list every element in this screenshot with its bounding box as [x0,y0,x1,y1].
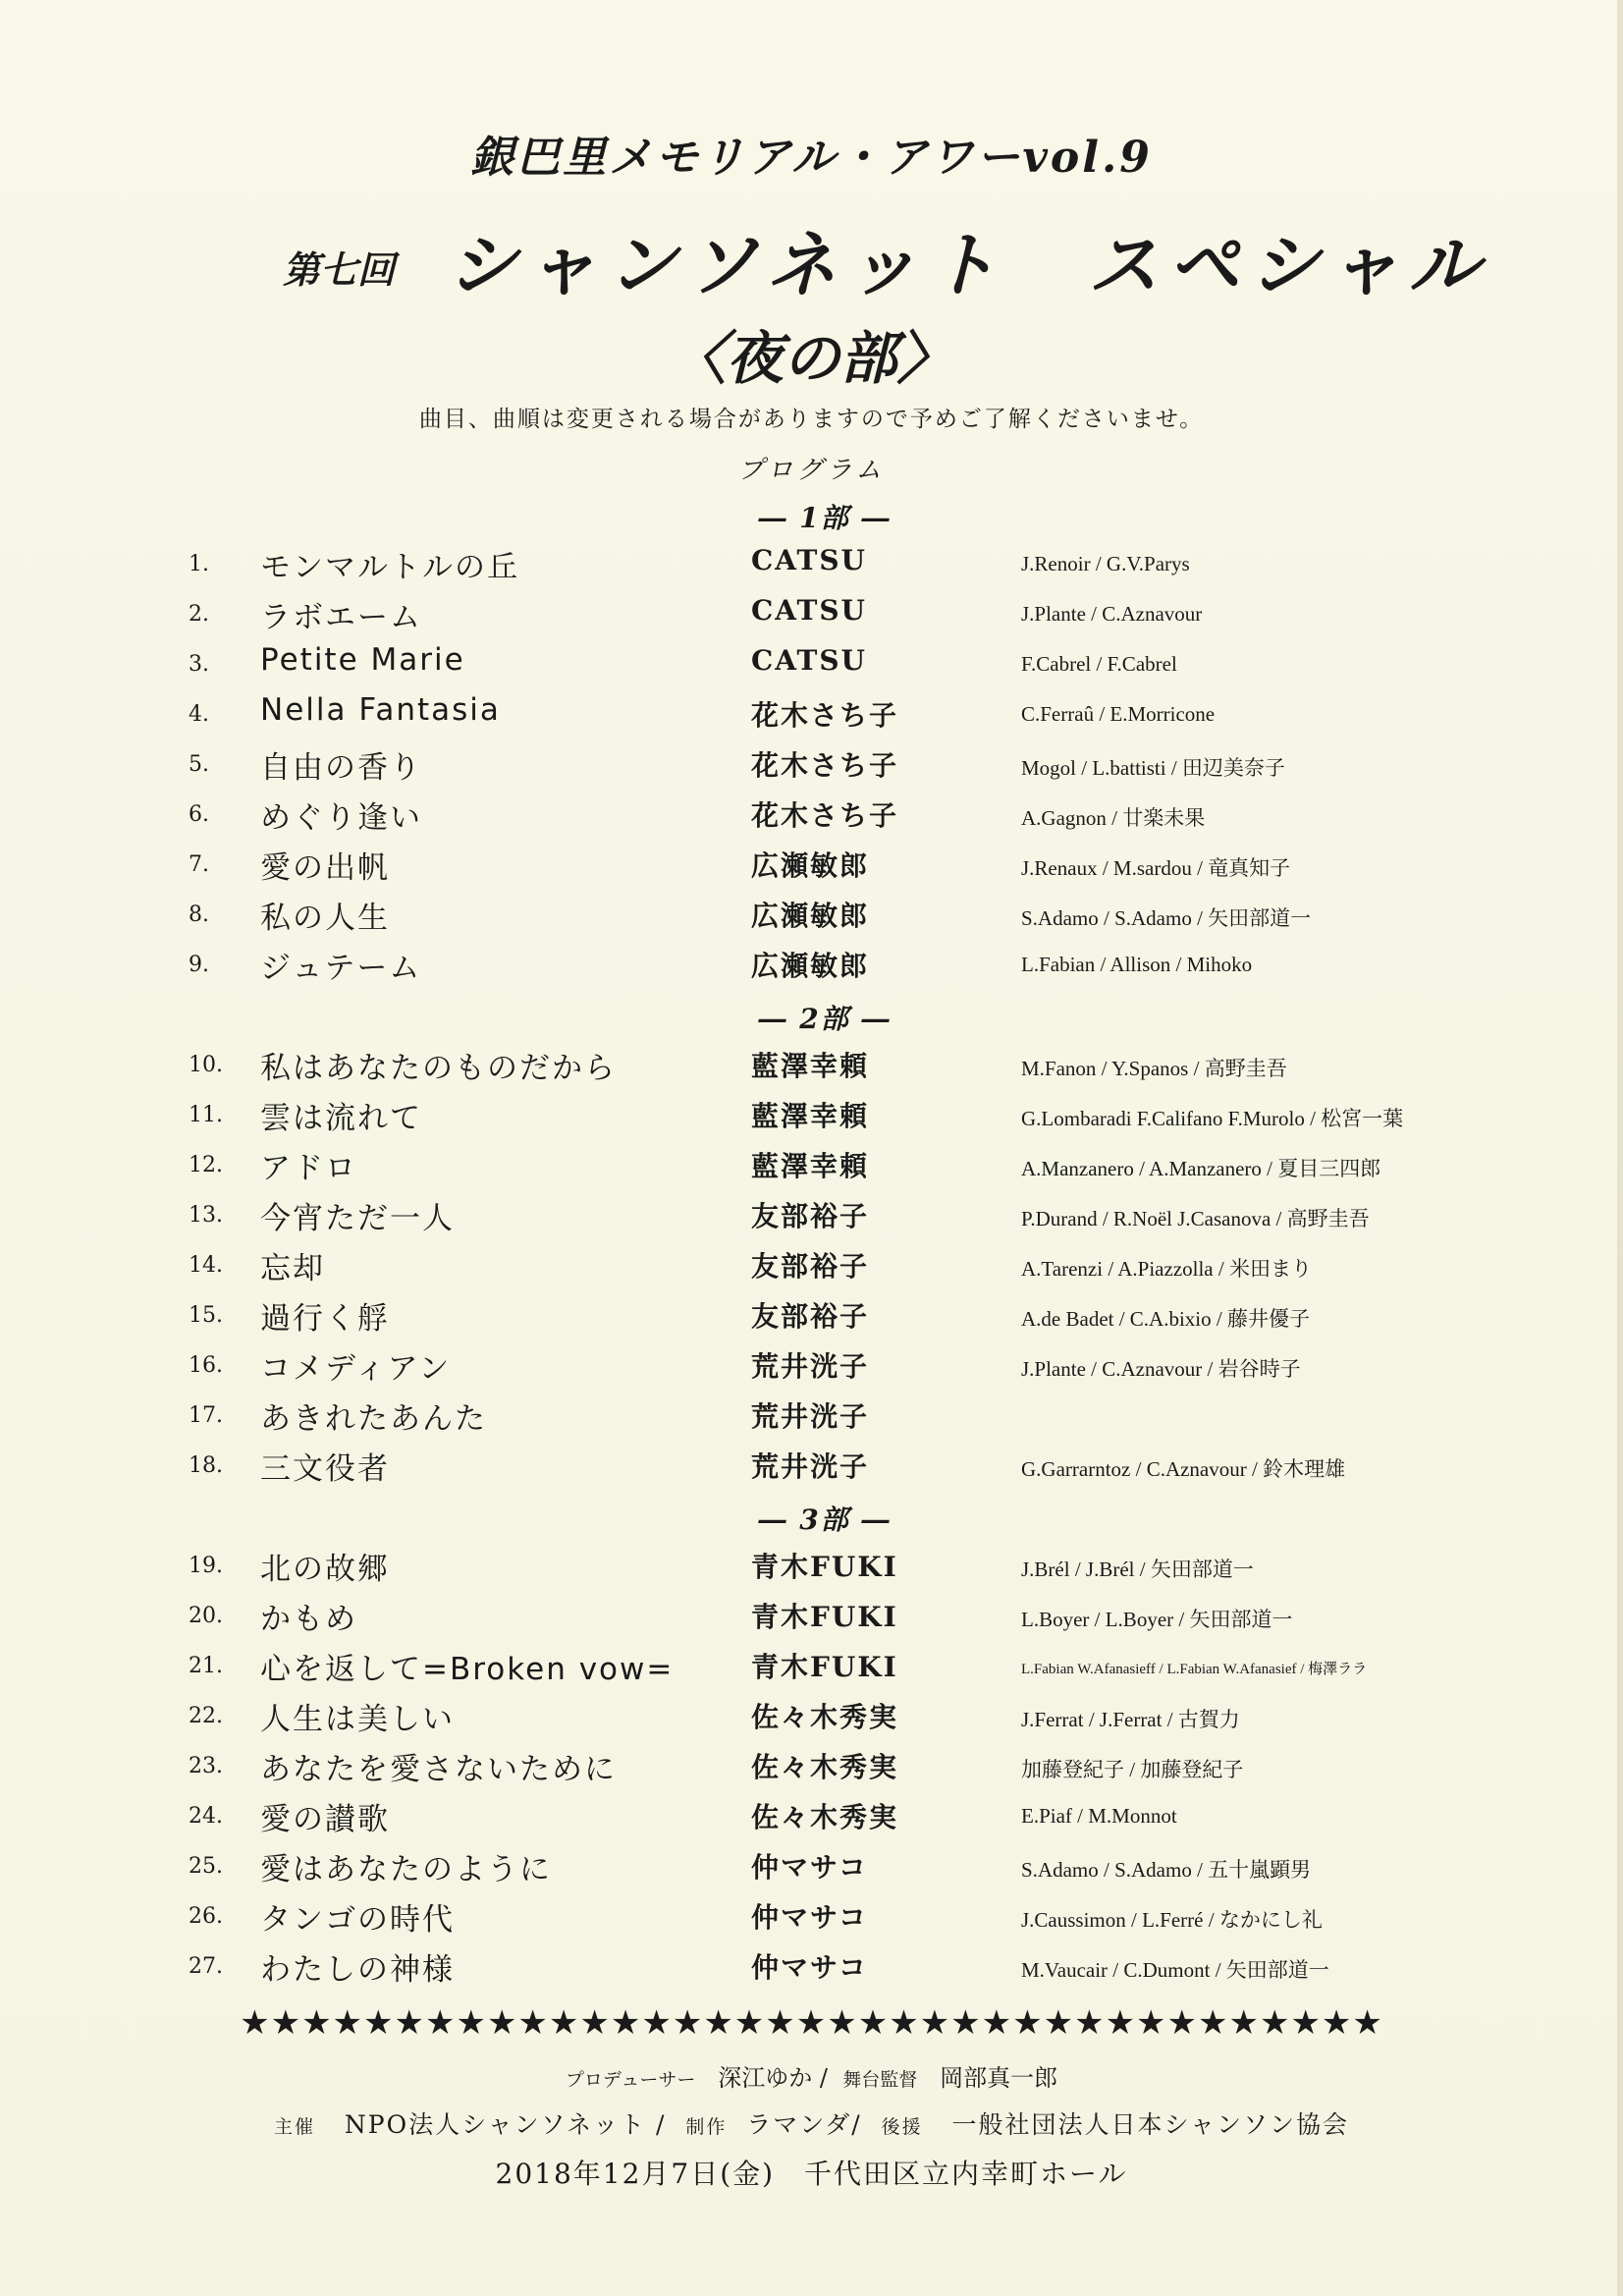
song-title: 私はあなたのものだから [260,1051,617,1086]
singer-name: 青木FUKI [751,1551,898,1583]
song-credit: E.Piaf / M.Monnot [1021,1804,1177,1828]
song-credit: A.Tarenzi / A.Piazzolla / 米田まり [1021,1257,1312,1281]
date-venue: 2018年12月7日(金) 千代田区立内幸町ホール [495,2158,1128,2190]
song-credit: F.Cabrel / F.Cabrel [1021,652,1177,676]
song-credit: M.Fanon / Y.Spanos / 高野圭吾 [1021,1057,1287,1080]
program-row [0,893,1623,938]
song-title: ジュテーム [260,951,422,986]
production-name: ラマンダ [746,2110,852,2139]
item-number: 10. [189,1053,223,1077]
program-label: プログラム [737,456,886,485]
song-credit: G.Garrarntoz / C.Aznavour / 鈴木理雄 [1021,1457,1346,1481]
item-number: 4. [189,702,209,727]
program-row [0,592,1623,637]
song-credit: A.Gagnon / 廿楽未果 [1021,806,1206,830]
song-credit: G.Lombaradi F.Califano F.Murolo / 松宮一葉 [1021,1107,1404,1130]
item-number: 9. [189,953,209,977]
event-title: シャンソネット スペシャル [447,223,1489,306]
singer-name: 友部裕子 [751,1300,870,1333]
program-row [0,1594,1623,1639]
singer-name: 花木さち子 [751,699,899,732]
director-name: 岡部真一郎 [940,2064,1058,2092]
song-title: かもめ [260,1602,357,1637]
item-number: 16. [189,1353,223,1378]
item-number: 21. [189,1654,223,1678]
item-number: 8. [189,902,209,927]
song-credit: J.Caussimon / L.Ferré / なかにし礼 [1021,1908,1323,1932]
song-title: 今宵ただ一人 [260,1201,455,1236]
song-title: わたしの神様 [260,1952,455,1988]
song-title: 自由の香り [260,750,422,786]
song-title: タンゴの時代 [260,1902,455,1938]
singer-name: 藍澤幸頼 [751,1050,870,1082]
singer-name: 友部裕子 [751,1250,870,1283]
singer-name: 仲マサコ [751,1951,868,1984]
program-row [0,1243,1623,1288]
song-title: あなたを愛さないために [260,1752,617,1787]
section-header: ― 3部 ― [758,1503,892,1536]
item-number: 27. [189,1954,223,1979]
song-title: 忘却 [260,1251,325,1286]
item-number: 12. [189,1153,223,1177]
item-number: 17. [189,1403,223,1428]
song-credit: A.Manzanero / A.Manzanero / 夏目三四郎 [1021,1157,1381,1180]
support-label: 後援 [881,2116,923,2138]
song-title: 北の故郷 [260,1552,390,1587]
singer-name: 友部裕子 [751,1200,870,1232]
host-label: 主催 [274,2116,316,2138]
item-number: 20. [189,1604,223,1628]
program-row [0,1944,1623,1990]
host-name: NPO法人シャンソネット [344,2110,647,2139]
item-number: 5. [189,752,209,777]
song-credit: S.Adamo / S.Adamo / 五十嵐顕男 [1021,1858,1312,1882]
song-title: 愛はあなたのように [260,1852,552,1887]
song-title: コメディアン [260,1351,452,1387]
song-credit: J.Renoir / G.V.Parys [1021,552,1190,575]
item-number: 7. [189,852,209,877]
support-name: 一般社団法人日本シャンソン協会 [951,2110,1349,2139]
song-credit: J.Brél / J.Brél / 矢田部道一 [1021,1558,1254,1581]
singer-name: 荒井洸子 [751,1350,870,1383]
song-title: Nella Fantasia [260,692,501,728]
program-row [0,1744,1623,1789]
song-credit: L.Fabian / Allison / Mihoko [1021,953,1253,976]
program-row [0,1193,1623,1238]
song-credit: A.de Badet / C.A.bixio / 藤井優子 [1021,1307,1310,1331]
item-number: 18. [189,1453,223,1478]
singer-name: CATSU [751,644,867,677]
section-header: ― 2部 ― [758,1003,892,1035]
song-credit: J.Ferrat / J.Ferrat / 古賀力 [1021,1708,1240,1731]
singer-name: 仲マサコ [751,1851,868,1884]
title-prefix: 第七回 [283,247,396,292]
program-row [0,542,1623,587]
song-title: あきれたあんた [260,1401,487,1437]
program-row [0,692,1623,738]
singer-name: 佐々木秀実 [751,1801,899,1833]
singer-name: 荒井洸子 [751,1400,870,1433]
song-title: 雲は流れて [260,1101,422,1136]
program-row [0,1844,1623,1889]
song-title: モンマルトルの丘 [260,550,519,585]
item-number: 3. [189,652,209,677]
program-row [0,1293,1623,1339]
singer-name: 花木さち子 [751,799,899,832]
song-credit: Mogol / L.battisti / 田辺美奈子 [1021,756,1285,780]
producer-line: プロデューサー 深江ゆか / 舞台監督 岡部真一郎 [565,2064,1058,2092]
song-credit: J.Plante / C.Aznavour / 岩谷時子 [1021,1357,1301,1381]
item-number: 25. [189,1854,223,1879]
song-credit: C.Ferraû / E.Morricone [1021,702,1216,726]
program-row [0,1394,1623,1439]
program-row [0,1093,1623,1138]
item-number: 2. [189,602,209,627]
singer-name: 佐々木秀実 [751,1751,899,1783]
star-divider: ★★★★★★★★★★★★★★★★★★★★★★★★★★★★★★★★★★★★★ [240,2003,1383,2043]
song-title: 心を返して=Broken vow= [260,1652,675,1687]
song-title: 過行く艀 [260,1301,390,1337]
director-label: 舞台監督 [842,2069,918,2091]
organizer-line: 主催 NPO法人シャンソネット / 制作 ラマンダ/ 後援 一般社団法人日本シャンソン協会 [274,2110,1349,2139]
item-number: 15. [189,1303,223,1328]
song-credit: L.Boyer / L.Boyer / 矢田部道一 [1021,1608,1293,1631]
program-row [0,1644,1623,1689]
song-title: 三文役者 [260,1451,390,1487]
item-number: 14. [189,1253,223,1278]
song-credit: J.Renaux / M.sardou / 竜真知子 [1021,856,1291,880]
song-title: 私の人生 [260,901,390,936]
item-number: 13. [189,1203,223,1228]
singer-name: CATSU [751,544,867,576]
song-title: めぐり逢い [260,800,422,836]
song-credit: 加藤登紀子 / 加藤登紀子 [1021,1758,1244,1781]
song-title: 人生は美しい [260,1702,455,1737]
song-credit: L.Fabian W.Afanasieff / L.Fabian W.Afanasief / 梅澤ララ [1021,1662,1368,1677]
program-row [0,642,1623,687]
song-credit: J.Plante / C.Aznavour [1021,602,1203,626]
item-number: 24. [189,1804,223,1829]
item-number: 22. [189,1704,223,1728]
program-row [0,1043,1623,1088]
singer-name: 青木FUKI [751,1651,898,1683]
singer-name: 佐々木秀実 [751,1701,899,1733]
item-number: 11. [189,1103,223,1127]
program-row [0,1544,1623,1589]
program-row [0,1794,1623,1839]
title-row [0,208,1623,306]
program-row [0,843,1623,888]
item-number: 23. [189,1754,223,1778]
item-number: 26. [189,1904,223,1929]
singer-name: 荒井洸子 [751,1450,870,1483]
producer-label: プロデューサー [565,2069,696,2091]
singer-name: 藍澤幸頼 [751,1150,870,1182]
program-row [0,1894,1623,1940]
program-row [0,943,1623,988]
song-credit: S.Adamo / S.Adamo / 矢田部道一 [1021,906,1312,930]
song-title: 愛の出帆 [260,850,390,886]
song-title: ラボエーム [260,600,422,635]
program-row [0,1143,1623,1188]
singer-name: 広瀬敏郎 [751,900,870,932]
song-credit: M.Vaucair / C.Dumont / 矢田部道一 [1021,1958,1329,1982]
item-number: 6. [189,802,209,827]
singer-name: 藍澤幸頼 [751,1100,870,1132]
item-number: 19. [189,1554,223,1578]
singer-name: CATSU [751,594,867,627]
notice-text: 曲目、曲順は変更される場合がありますので予めご了解くださいませ。 [418,407,1205,432]
singer-name: 花木さち子 [751,749,899,782]
singer-name: 仲マサコ [751,1901,868,1934]
program-row [0,1444,1623,1489]
producer-name: 深江ゆか [718,2064,813,2092]
program-row [0,742,1623,788]
event-subtitle: 銀巴里メモリアル・アワーvol.9 [470,133,1153,183]
song-title: Petite Marie [260,642,465,678]
program-row [0,793,1623,838]
singer-name: 広瀬敏郎 [751,950,870,982]
song-credit: P.Durand / R.Noël J.Casanova / 高野圭吾 [1021,1207,1370,1230]
part-title: 〈夜の部〉 [669,325,954,392]
program-row [0,1694,1623,1739]
singer-name: 広瀬敏郎 [751,849,870,882]
item-number: 1. [189,552,209,576]
song-title: アドロ [260,1151,357,1186]
program-row [0,1343,1623,1389]
song-title: 愛の讃歌 [260,1802,390,1837]
production-label: 制作 [685,2116,728,2138]
section-header: ― 1部 ― [758,502,892,534]
singer-name: 青木FUKI [751,1601,898,1633]
